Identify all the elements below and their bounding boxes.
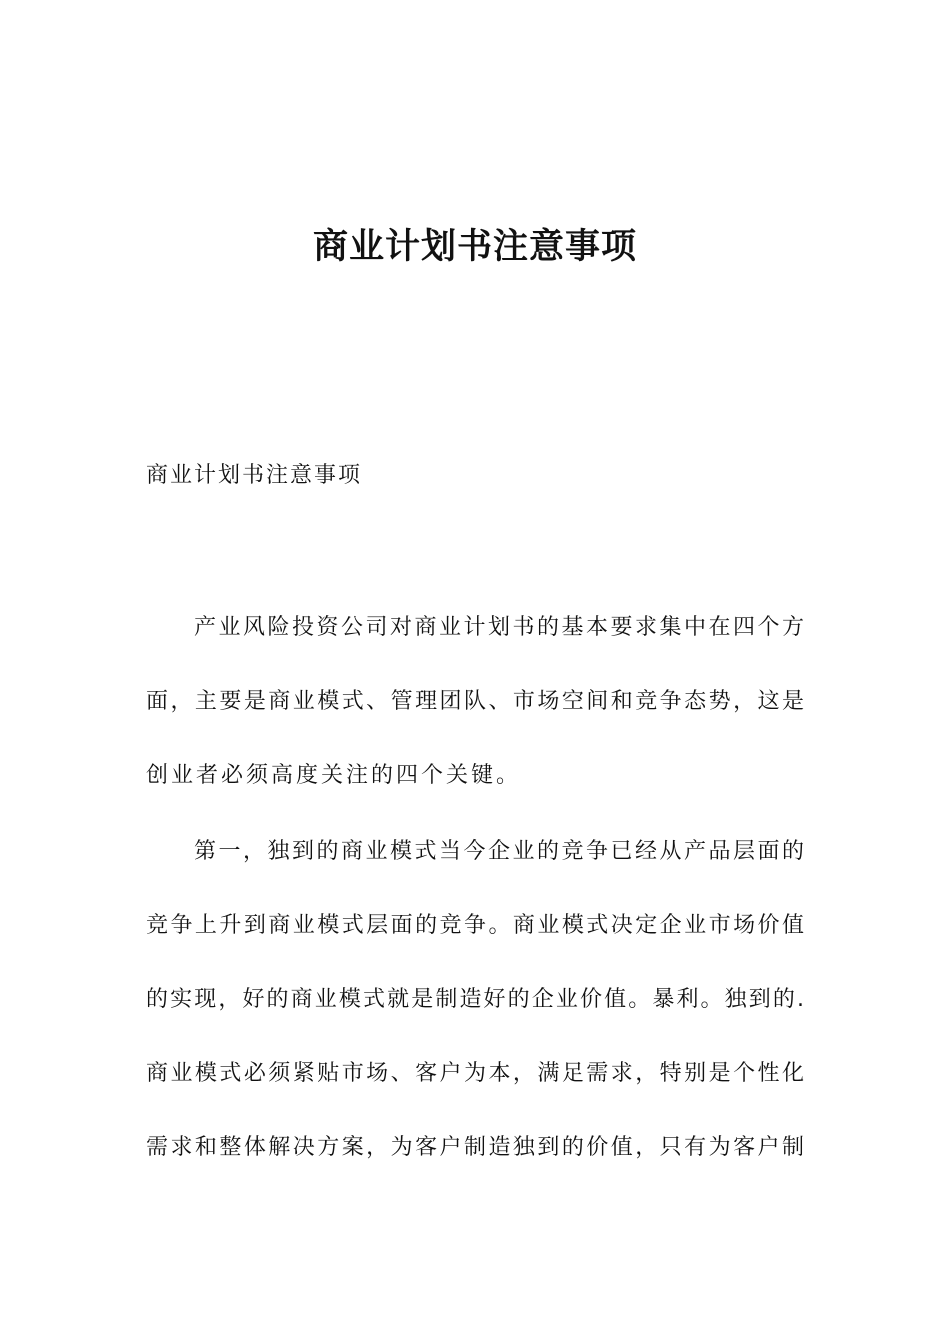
paragraph-2	[146, 815, 804, 1185]
paragraph-line: 商业模式必须紧贴市场、客户为本，满足需求，特别是个性化	[146, 1061, 804, 1086]
paragraph-line: 的实现，好的商业模式就是制造好的企业价值。暴利。独到的.	[146, 987, 804, 1012]
paragraph-line: 需求和整体解决方案，为客户制造独到的价值，只有为客户制	[146, 1135, 804, 1160]
document-subtitle: 商业计划书注意事项	[146, 463, 363, 488]
paragraph-line: 面，主要是商业模式、管理团队、市场空间和竞争态势，这是	[146, 689, 804, 714]
paragraph-line: 创业者必须高度关注的四个关键。	[146, 763, 522, 788]
paragraph-line: 竞争上升到商业模式层面的竞争。商业模式决定企业市场价值	[146, 913, 804, 938]
paragraph-1	[146, 591, 804, 813]
paragraph-line: 第一，独到的商业模式当今企业的竞争已经从产品层面的	[194, 839, 804, 864]
document-title: 商业计划书注意事项	[312, 227, 637, 267]
paragraph-line: 产业风险投资公司对商业计划书的基本要求集中在四个方	[194, 615, 804, 640]
